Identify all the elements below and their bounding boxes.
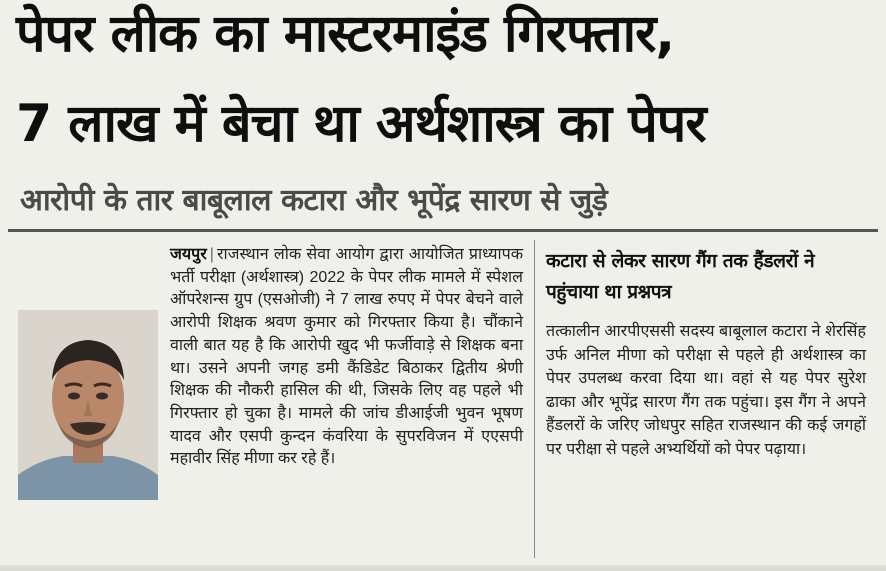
section-divider	[8, 229, 878, 232]
main-story-column	[18, 244, 523, 559]
subheadline: आरोपी के तार बाबूलाल कटारा और भूपेंद्र सारण से जुड़े	[20, 183, 608, 218]
headline-line-2: 7 लाख में बेचा था अर्थशास्त्र का पेपर	[16, 94, 706, 154]
headline-line-1: पेपर लीक का मास्टरमाइंड गिरफ्तार,	[16, 4, 675, 64]
page-bottom-edge	[0, 565, 886, 571]
main-story-body: राजस्थान लोक सेवा आयोग द्वारा आयोजित प्राध्यापक भर्ती परीक्षा (अर्थशास्त्र) 2022 के पेपर लीक मामले में स्पेशल ऑपरेशन्स ग्रुप (एसओजी) ने 7 लाख रुपए में पेपर बेचने वाले आरोपी शिक्षक श्रवण कुमार को गिरफ्तार किया है। चौंकाने वाली बात यह है कि आरोपी खुद भी फर्जीवाड़े से शिक्षक बना था। उसने अपनी जगह डमी कैंडिडेट बिठाकर द्वितीय श्रेणी शिक्षक की नौकरी हासिल की थी, जिसके लिए वह पहले भी गिरफ्तार हो चुका है। मामले की जांच डीआईजी भुवन भूषण यादव और एसपी कुन्दन कंवरिया के सुपरविजन में एएसपी महावीर सिंह मीणा कर रहे हैं।	[170, 246, 523, 468]
dateline: जयपुर	[170, 246, 207, 263]
dateline-separator: |	[209, 246, 214, 263]
accused-portrait-photo	[18, 310, 158, 500]
column-divider	[534, 240, 535, 558]
headline	[16, 4, 874, 168]
sidebar-story-body: तत्कालीन आरपीएससी सदस्य बाबूलाल कटारा ने शेरसिंह उर्फ अनिल मीणा को परीक्षा से पहले ही अर्थशास्त्र का पेपर उपलब्ध करवा दिया था। वहां से यह पेपर सुरेश ढाका और भूपेंद्र सारण गैंग तक पहुंचा। इस गैंग ने अपने हैंडलरों के जरिए जोधपुर सहित राजस्थान की कई जगहों पर परीक्षा से पहले अभ्यर्थियों को पेपर पढ़ाया।	[546, 323, 866, 458]
sidebar-story-column	[546, 246, 866, 461]
sidebar-headline: कटारा से लेकर सारण गैंग तक हैंडलरों ने पहुंचाया था प्रश्नपत्र	[546, 250, 815, 303]
portrait-icon	[18, 310, 158, 500]
